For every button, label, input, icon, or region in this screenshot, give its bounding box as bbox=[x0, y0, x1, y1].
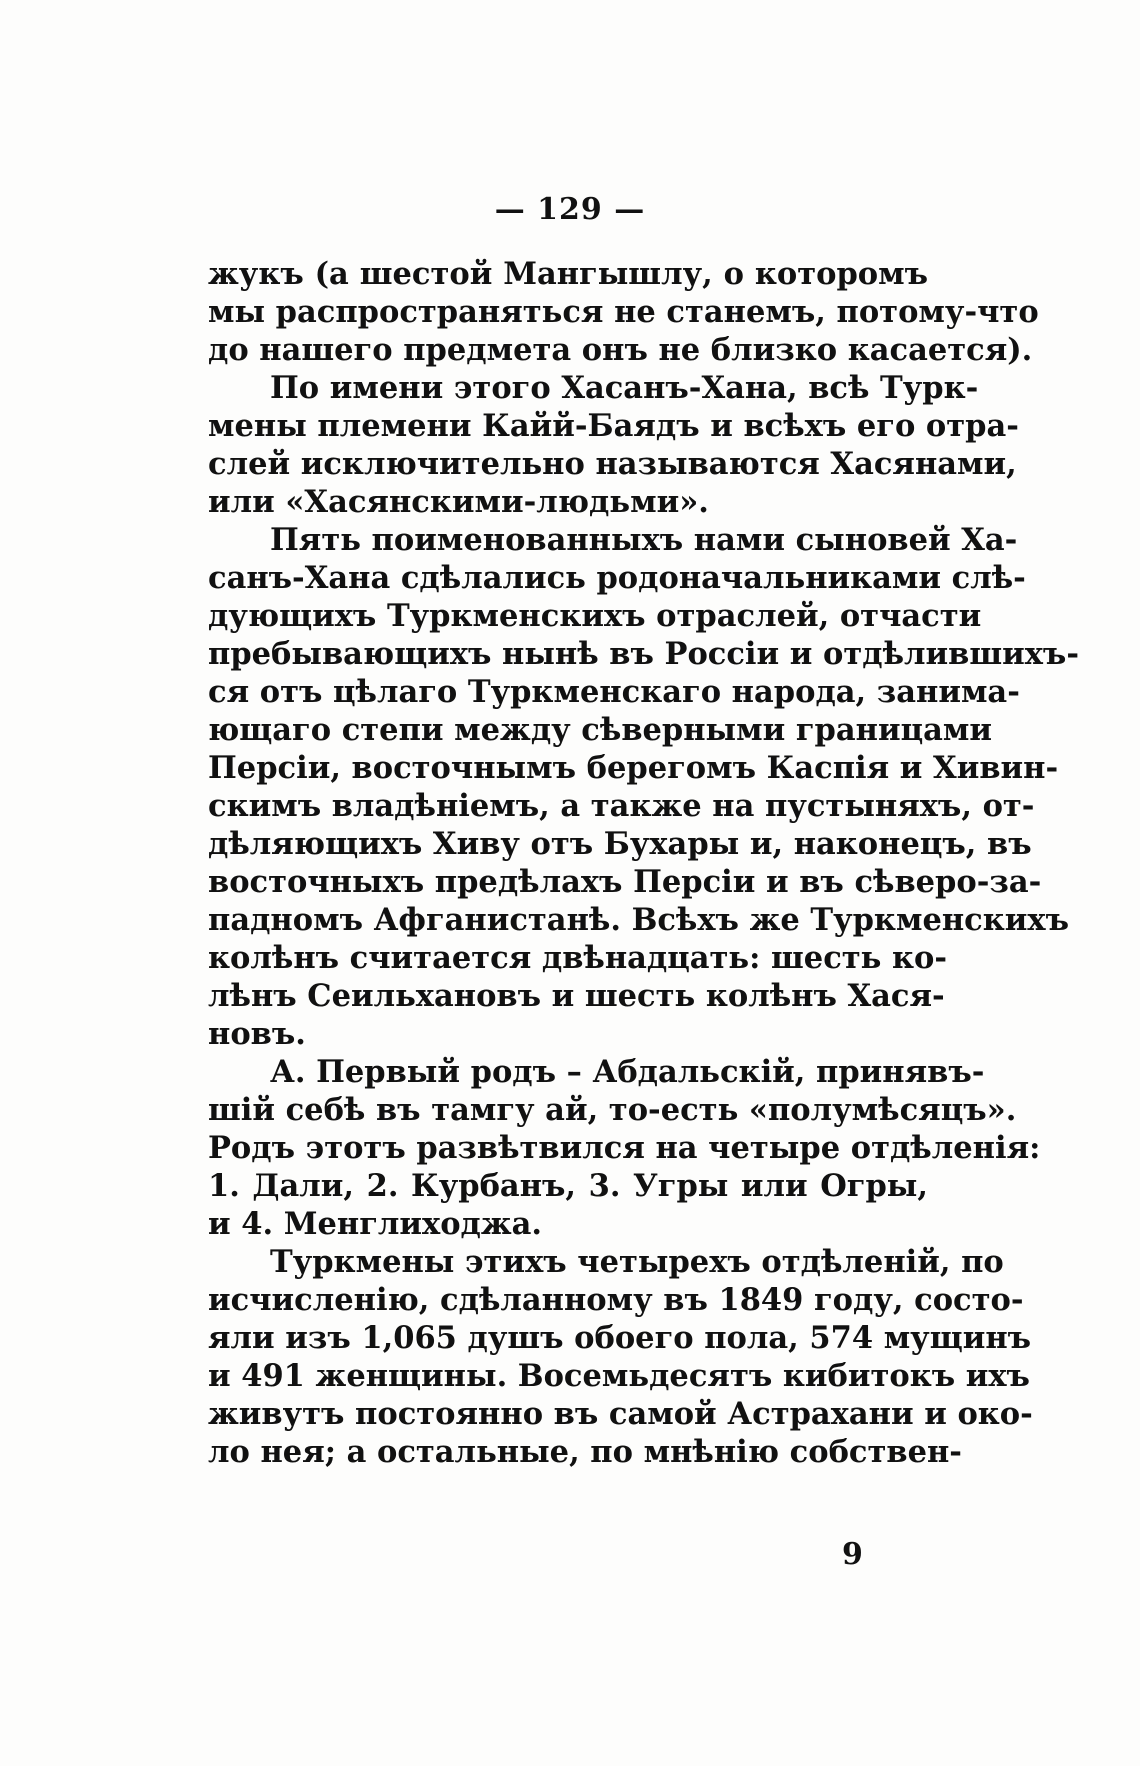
signature-mark: 9 bbox=[842, 1537, 863, 1572]
text-line: падномъ Афганистанѣ. Всѣхъ же Туркменскихъ bbox=[208, 902, 1069, 938]
text-line: скимъ владѣніемъ, а также на пустыняхъ, от- bbox=[208, 788, 1035, 824]
text-line: Персіи, восточнымъ берегомъ Каспія и Хивин- bbox=[208, 750, 1059, 786]
text-line: лѣнъ Сеильхановъ и шесть колѣнъ Хася- bbox=[208, 978, 945, 1014]
text-line: или «Хасянскими-людьми». bbox=[208, 484, 709, 520]
text-line: дѣляющихъ Хиву отъ Бухары и, наконецъ, въ bbox=[208, 826, 1032, 862]
text-line: ющаго степи между сѣверными границами bbox=[208, 712, 993, 748]
text-line: и 491 женщины. Восемьдесятъ кибитокъ ихъ bbox=[208, 1358, 1030, 1394]
text-line: слей исключительно называются Хасянами, bbox=[208, 446, 1017, 482]
text-line: исчисленію, сдѣланному въ 1849 году, состо- bbox=[208, 1282, 1024, 1318]
text-line: дующихъ Туркменскихъ отраслей, отчасти bbox=[208, 598, 982, 634]
text-line: Пять поименованныхъ нами сыновей Ха- bbox=[270, 522, 1018, 558]
text-line: 1. Дали, 2. Курбанъ, 3. Угры или Огры, bbox=[208, 1168, 928, 1204]
text-line: санъ-Хана сдѣлались родоначальниками слѣ- bbox=[208, 560, 1026, 596]
text-line: ся отъ цѣлаго Туркменскаго народа, занима- bbox=[208, 674, 1020, 710]
text-line: мы распространяться не станемъ, потому-что bbox=[208, 294, 1039, 330]
text-line: ло нея; а остальные, по мнѣнію собствен- bbox=[208, 1434, 962, 1470]
text-line: восточныхъ предѣлахъ Персіи и въ сѣверо-за- bbox=[208, 864, 1042, 900]
text-line: до нашего предмета онъ не близко касается). bbox=[208, 332, 1033, 368]
text-line: живутъ постоянно въ самой Астрахани и око- bbox=[208, 1396, 1033, 1432]
text-line: А. Первый родъ – Абдальскій, принявъ- bbox=[270, 1054, 985, 1090]
text-line: жукъ (а шестой Мангышлу, о которомъ bbox=[208, 256, 928, 292]
text-line: мены племени Кайй-Баядъ и всѣхъ его отра- bbox=[208, 408, 1019, 444]
text-line: новъ. bbox=[208, 1016, 306, 1052]
page-number-header: — 129 — bbox=[494, 192, 646, 227]
text-line: шій себѣ въ тамгу ай, то-есть «полумѣсяцъ». bbox=[208, 1092, 1017, 1128]
text-line: пребывающихъ нынѣ въ Россіи и отдѣлившихъ- bbox=[208, 636, 1079, 672]
text-line: колѣнъ считается двѣнадцать: шесть ко- bbox=[208, 940, 948, 976]
text-line: и 4. Менглиходжа. bbox=[208, 1206, 543, 1242]
text-line: Родъ этотъ развѣтвился на четыре отдѣленія: bbox=[208, 1130, 1041, 1166]
body-text bbox=[208, 255, 1079, 1471]
text-line: По имени этого Хасанъ-Хана, всѣ Турк- bbox=[270, 370, 979, 406]
text-line: яли изъ 1,065 душъ обоего пола, 574 мущинъ bbox=[208, 1320, 1032, 1356]
text-line: Туркмены этихъ четырехъ отдѣленій, по bbox=[270, 1244, 1004, 1280]
